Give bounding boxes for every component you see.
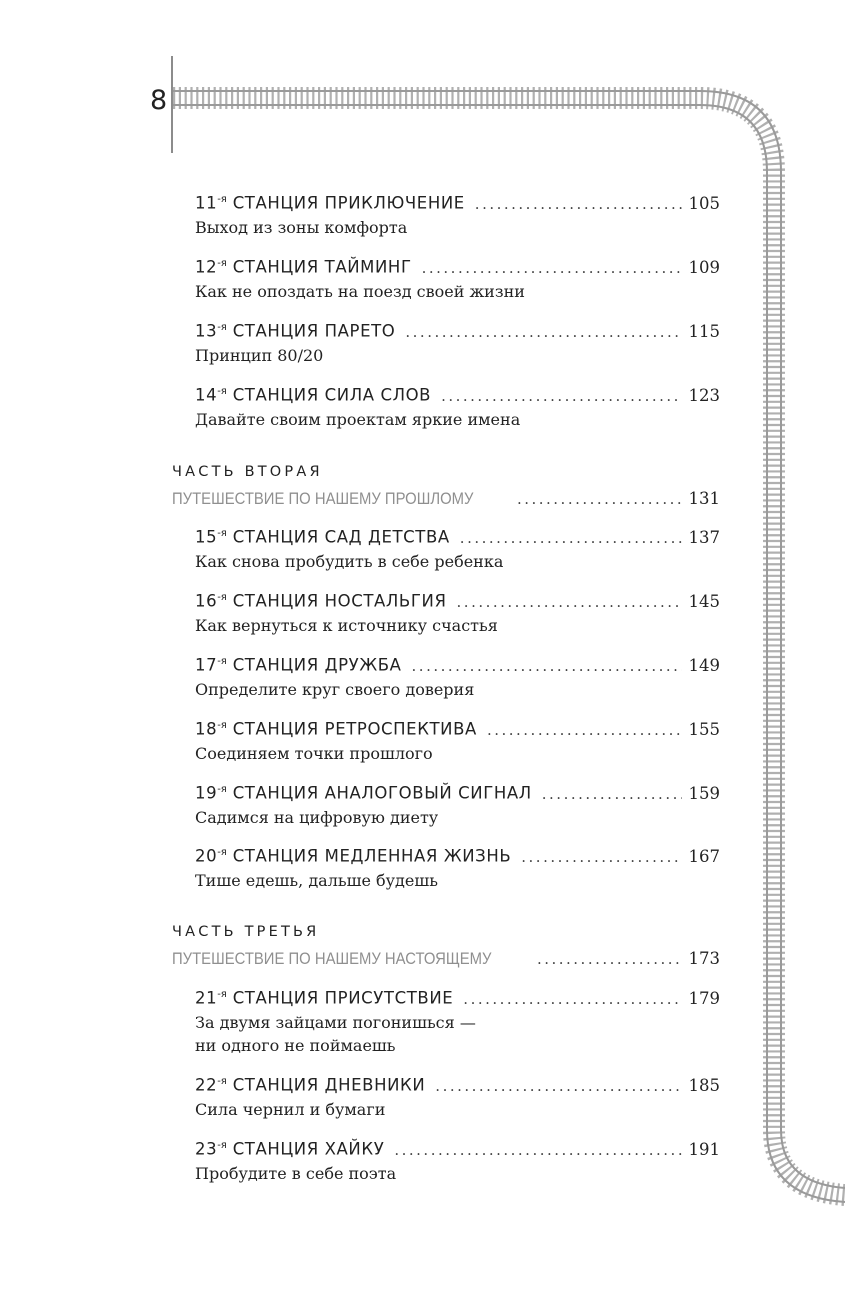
dot-leader xyxy=(435,1077,681,1095)
chapter-subtitle: Садимся на цифровую диету xyxy=(195,807,439,827)
chapter-subtitle: Тише едешь, дальше будешь xyxy=(195,870,438,890)
dot-leader xyxy=(537,950,682,968)
toc-entry-13[interactable] xyxy=(195,316,720,367)
page-ref: 149 xyxy=(688,655,720,675)
chapter-title: $15^{-я}$ СТАНЦИЯ САД ДЕТСТВА xyxy=(195,527,450,547)
dot-leader xyxy=(487,721,682,739)
chapter-subtitle: Как не опоздать на поезд своей жизни xyxy=(195,281,525,301)
chapter-subtitle: Соединяем точки прошлого xyxy=(195,743,433,763)
toc-entry-16[interactable] xyxy=(195,586,720,637)
toc-part-2[interactable] xyxy=(172,461,720,511)
page-ref: 109 xyxy=(688,257,720,277)
page-ref: 173 xyxy=(688,949,720,968)
dot-leader xyxy=(475,195,682,213)
dot-leader xyxy=(542,785,682,803)
dot-leader xyxy=(463,990,681,1008)
page-ref: 159 xyxy=(688,783,720,803)
chapter-title: $11^{-я}$ СТАНЦИЯ ПРИКЛЮЧЕНИЕ xyxy=(195,193,465,213)
page-ref: 137 xyxy=(688,527,720,547)
chapter-subtitle: Как снова пробудить в себе ребенка xyxy=(195,551,504,571)
chapter-subtitle: Пробудите в себе поэта xyxy=(195,1163,397,1183)
part-title: ПУТЕШЕСТВИЕ ПО НАШЕМУ ПРОШЛОМУ xyxy=(172,490,474,508)
dot-leader xyxy=(394,1141,681,1159)
page-ref: 185 xyxy=(688,1075,720,1095)
page-ref: 191 xyxy=(688,1139,720,1159)
chapter-title: $19^{-я}$ СТАНЦИЯ АНАЛОГОВЫЙ СИГНАЛ xyxy=(195,783,532,803)
chapter-title: $18^{-я}$ СТАНЦИЯ РЕТРОСПЕКТИВА xyxy=(195,719,477,739)
toc-entry-23[interactable] xyxy=(195,1134,720,1185)
toc-part-3[interactable] xyxy=(172,921,720,971)
chapter-title: $14^{-я}$ СТАНЦИЯ СИЛА СЛОВ xyxy=(195,385,432,405)
toc-entry-20[interactable] xyxy=(195,841,720,892)
toc-entry-12[interactable] xyxy=(195,252,720,303)
page-ref: 131 xyxy=(688,489,720,508)
page-ref: 179 xyxy=(688,988,720,1008)
chapter-title: $12^{-я}$ СТАНЦИЯ ТАЙМИНГ xyxy=(195,257,412,277)
dot-leader xyxy=(460,529,682,547)
toc-entry-15[interactable] xyxy=(195,522,720,573)
dot-leader xyxy=(412,657,682,675)
page-number: 8 xyxy=(150,85,168,116)
part-title: ПУТЕШЕСТВИЕ ПО НАШЕМУ НАСТОЯЩЕМУ xyxy=(172,950,492,968)
chapter-subtitle: Как вернуться к источнику счастья xyxy=(195,615,498,635)
chapter-title: $22^{-я}$ СТАНЦИЯ ДНЕВНИКИ xyxy=(195,1075,426,1095)
chapter-title: $23^{-я}$ СТАНЦИЯ ХАЙКУ xyxy=(195,1139,385,1159)
toc-entry-19[interactable] xyxy=(195,778,720,829)
page-ref: 105 xyxy=(688,193,720,213)
dot-leader xyxy=(405,323,681,341)
dot-leader xyxy=(521,848,681,866)
dot-leader xyxy=(441,387,681,405)
chapter-title: $13^{-я}$ СТАНЦИЯ ПАРЕТО xyxy=(195,321,396,341)
toc-entry-21[interactable] xyxy=(195,983,720,1057)
part-label: ЧАСТЬ ТРЕТЬЯ xyxy=(172,924,320,940)
chapter-subtitle: Определите круг своего доверия xyxy=(195,679,475,699)
toc-entry-11[interactable] xyxy=(195,188,720,239)
chapter-subtitle: За двумя зайцами погонишься — ни одного не поймаешь xyxy=(195,1012,476,1055)
dot-leader xyxy=(457,593,682,611)
toc-entry-14[interactable] xyxy=(195,380,720,431)
toc-entry-22[interactable] xyxy=(195,1070,720,1121)
chapter-subtitle: Принцип 80/20 xyxy=(195,345,324,365)
chapter-title: $20^{-я}$ СТАНЦИЯ МЕДЛЕННАЯ ЖИЗНЬ xyxy=(195,846,512,866)
page-ref: 123 xyxy=(688,385,720,405)
chapter-title: $17^{-я}$ СТАНЦИЯ ДРУЖБА xyxy=(195,655,402,675)
dot-leader xyxy=(422,259,682,277)
toc-entry-17[interactable] xyxy=(195,650,720,701)
toc-entry-18[interactable] xyxy=(195,714,720,765)
chapter-subtitle: Выход из зоны комфорта xyxy=(195,217,408,237)
page-ref: 155 xyxy=(688,719,720,739)
chapter-title: $21^{-я}$ СТАНЦИЯ ПРИСУТСТВИЕ xyxy=(195,988,454,1008)
page-ref: 115 xyxy=(688,321,720,341)
chapter-title: $16^{-я}$ СТАНЦИЯ НОСТАЛЬГИЯ xyxy=(195,591,447,611)
page-ref: 145 xyxy=(688,591,720,611)
chapter-subtitle: Сила чернил и бумаги xyxy=(195,1099,386,1119)
chapter-subtitle: Давайте своим проектам яркие имена xyxy=(195,409,521,429)
dot-leader xyxy=(517,490,682,508)
part-label: ЧАСТЬ ВТОРАЯ xyxy=(172,464,323,480)
page-ref: 167 xyxy=(688,846,720,866)
